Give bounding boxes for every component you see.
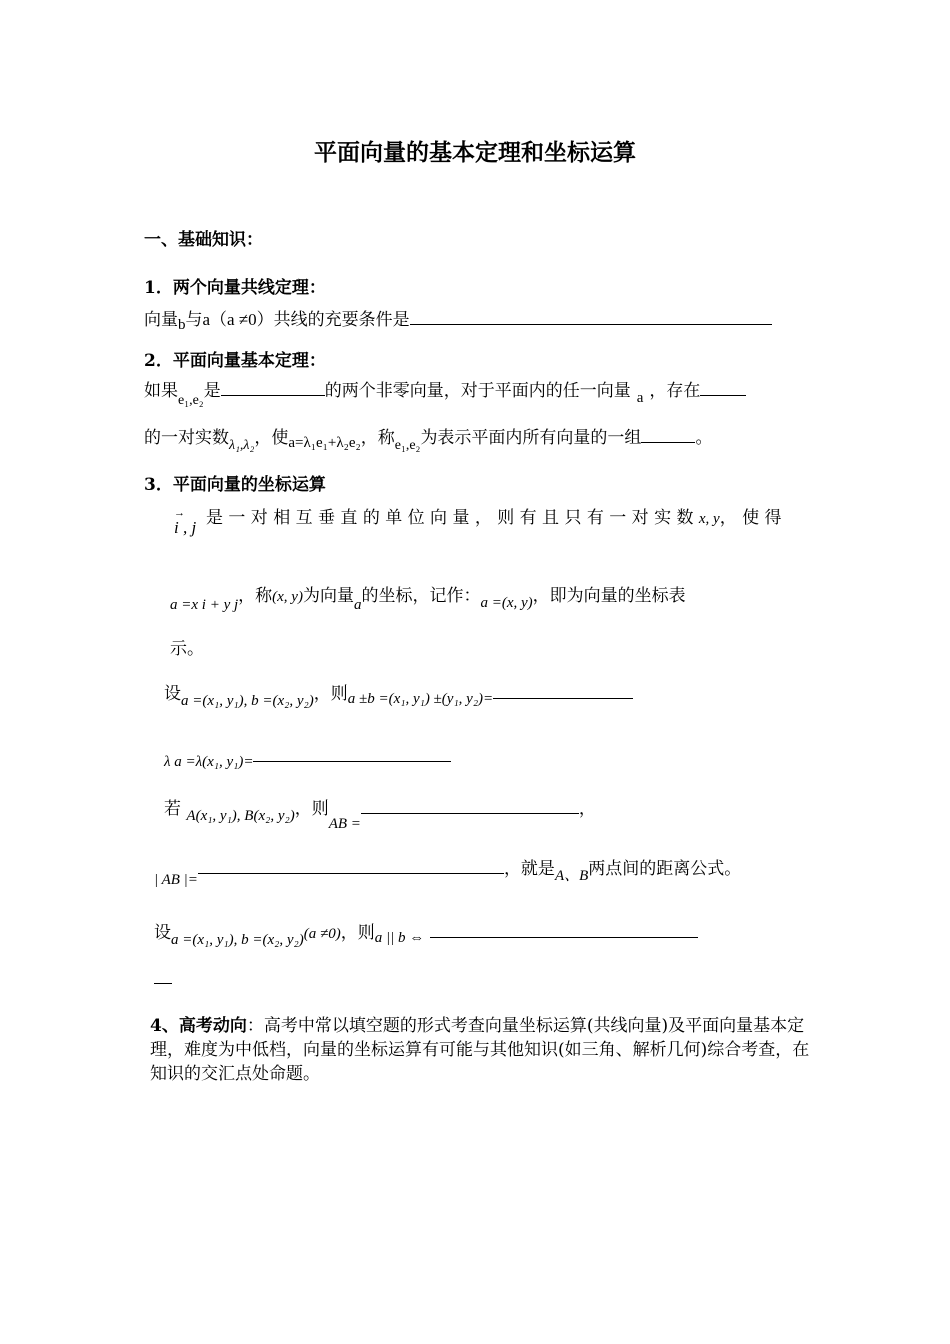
text-let-2: 设 <box>154 923 171 943</box>
text-then-2: ，则 <box>340 923 375 943</box>
text-let: 设 <box>164 684 181 704</box>
item2-text-such: ，使 <box>254 428 289 448</box>
text-is-just: ，就是 <box>503 859 555 879</box>
blank-basis-plane[interactable] <box>221 381 325 396</box>
item2-text-exists: ，存在 <box>649 381 701 401</box>
vectors-a-b-coords-2: a =(x₁, y₁), b =(x₂, y₂) <box>171 932 304 948</box>
formula-ab-row <box>164 798 596 832</box>
real-pair-xy: x, y <box>698 511 720 527</box>
item3-line3: 示。 <box>170 639 204 659</box>
blank-vector-ab[interactable] <box>361 799 579 814</box>
blank-parallel[interactable] <box>430 923 698 938</box>
vector-a-nonzero: a（a ≠0） <box>202 310 274 329</box>
blank-parallel-continuation[interactable] <box>154 969 172 984</box>
item3-line1 <box>206 507 782 530</box>
points-a-b: A、B <box>554 868 589 884</box>
parallel-condition: a || b ⇔ <box>374 930 425 946</box>
item2-text-call: ，称 <box>360 428 395 448</box>
item2-heading: 2．平面向量基本定理： <box>144 351 326 371</box>
item1-text-condition: 共线的充要条件是 <box>273 310 410 330</box>
text-then-ab: ，则 <box>294 799 329 819</box>
section-heading-basics: 一、基础知识： <box>144 230 263 250</box>
item3-text-representation: ，即为向量的坐标表 <box>532 586 686 606</box>
item1-text-vector: 向量 <box>144 310 178 330</box>
item2-text-is: 是 <box>203 381 221 401</box>
text-distance-formula: 两点间的距离公式。 <box>588 859 742 879</box>
formula-scalar-row <box>164 746 451 769</box>
item1-line <box>144 309 772 332</box>
coordinate-pair: (x, y) <box>272 589 303 605</box>
points-a-b-coords: A(x₁, y₁), B(x₂, y₂) <box>186 808 295 824</box>
item2-text-nonzero: 的两个非零向量，对于平面内的任一向量 <box>324 381 631 401</box>
basis-e1-e2: e₁,e₂ <box>178 393 204 408</box>
item3-text-make: ， 使 得 <box>719 508 782 528</box>
formula-add-row <box>164 683 633 709</box>
item3-text-unit: 是 一 对 相 互 垂 直 的 单 位 向 量 ， 则 有 且 只 有 一 对 实 数 <box>206 508 694 528</box>
item3-text-write: 的坐标，记作： <box>361 586 481 606</box>
blank-sum-difference[interactable] <box>493 684 633 699</box>
text-then: ，则 <box>313 684 348 704</box>
item2-text-pair: 的一对实数 <box>144 428 229 448</box>
unit-vector-i-j: → i , j <box>174 517 196 539</box>
blank-exists[interactable] <box>700 381 746 396</box>
item2-line2 <box>144 427 712 451</box>
magnitude-ab: | AB |= <box>154 872 198 888</box>
coordinate-notation: a =(x, y) <box>480 595 533 611</box>
item4-body: 高考中常以填空题的形式考查向量坐标运算(共线向量)及平面向量基本定理，难度为中低档，向量的坐标运算有可能与其他知识(如三角、解析几何)综合考查，在知识的交汇点处命题。 <box>150 1016 810 1084</box>
item2-text-period: 。 <box>695 428 713 448</box>
vector-a: a <box>636 390 644 406</box>
formula-distance-row <box>154 858 742 888</box>
item4-paragraph <box>150 1014 810 1086</box>
item2-line1 <box>144 380 746 408</box>
blank-collinear-condition[interactable] <box>410 310 772 325</box>
item4-colon: ： <box>246 1016 264 1036</box>
item3-text-call: ，称 <box>238 586 273 606</box>
vector-a-inline: a <box>353 597 362 613</box>
item3-line2 <box>170 585 686 613</box>
item1-heading: 1．两个向量共线定理： <box>144 278 326 298</box>
vector-b: b <box>178 317 186 333</box>
scalar-multiple-formula: λ a =λ(x₁, y₁)= <box>164 754 254 770</box>
item4-heading: 4、高考动向 <box>150 1016 247 1036</box>
item2-text-if: 如果 <box>144 381 178 401</box>
item2-text-represent: 为表示平面内所有向量的一组 <box>420 428 642 448</box>
nonzero-condition: (a ≠0) <box>303 926 341 942</box>
sum-difference-formula: a ±b =(x₁, y₁) ±(y₁, y₂)= <box>347 691 494 707</box>
decomposition-expression: a =x i + y j <box>170 597 239 613</box>
unit-vectors-ij <box>174 507 197 537</box>
blank-parallel-wrap[interactable] <box>154 968 172 990</box>
basis-e1-e2-repeat: e₁,e₂ <box>394 438 421 453</box>
vector-ab: AB = <box>328 816 361 832</box>
lambda-pair: λ₁,λ₂ <box>229 438 255 453</box>
text-comma: ， <box>578 799 596 819</box>
blank-basis-name[interactable] <box>641 428 695 443</box>
blank-scalar-multiple[interactable] <box>253 747 451 762</box>
item3-text-vector: 为向量 <box>302 586 354 606</box>
blank-distance[interactable] <box>198 859 504 874</box>
basis-expression: a=λ₁e₁+λ₂e₂ <box>288 435 361 451</box>
page-title: 平面向量的基本定理和坐标运算 <box>314 140 636 166</box>
vectors-a-b-coords: a =(x₁, y₁), b =(x₂, y₂) <box>181 693 314 709</box>
item1-text-and: 与 <box>185 310 203 330</box>
item3-heading: 3．平面向量的坐标运算 <box>144 475 326 495</box>
text-if: 若 <box>164 799 181 819</box>
formula-parallel-row <box>154 922 698 948</box>
